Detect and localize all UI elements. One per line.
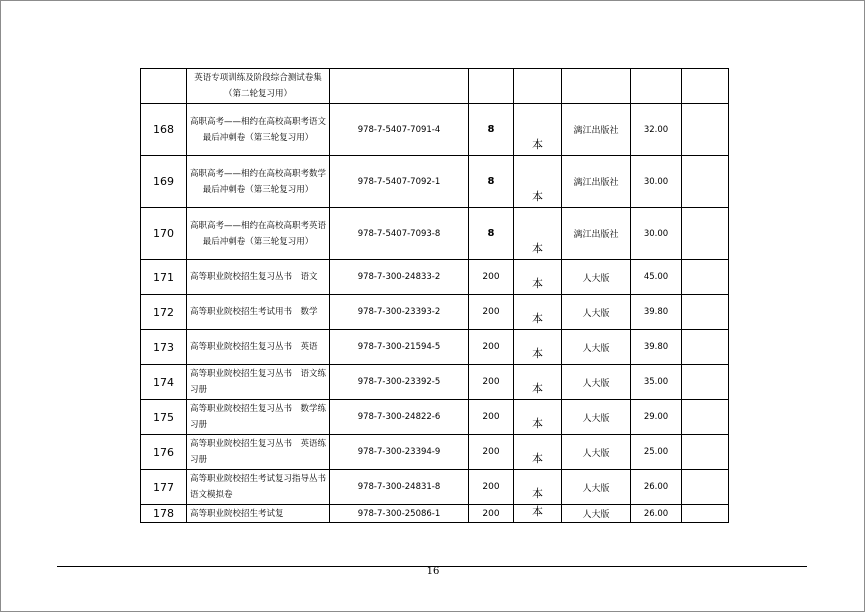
publisher: 人大版 — [582, 343, 610, 354]
row-number: 176 — [153, 445, 174, 459]
price-cell — [631, 295, 682, 330]
quantity-cell — [469, 295, 514, 330]
table-row — [141, 400, 729, 435]
table-row — [141, 260, 729, 295]
quantity: 8 — [487, 124, 495, 135]
book-title: 英语专项训练及阶段综合测试卷集（第二轮复习用） — [194, 73, 322, 99]
book-title-cell — [187, 69, 330, 104]
price-cell — [631, 435, 682, 470]
remarks-cell — [682, 104, 729, 156]
isbn: 978-7-300-23393-2 — [357, 307, 441, 317]
price-cell — [631, 156, 682, 208]
quantity-cell — [469, 330, 514, 365]
unit: 本 — [532, 312, 543, 325]
publisher: 人大版 — [582, 413, 610, 424]
quantity-cell — [469, 470, 514, 505]
price-cell — [631, 365, 682, 400]
publisher: 人大版 — [582, 378, 610, 389]
book-title: 高等职业院校招生考试用书 数学 — [190, 307, 318, 317]
publisher-cell — [562, 208, 631, 260]
remarks-cell — [682, 156, 729, 208]
price-cell — [631, 104, 682, 156]
price-cell — [631, 208, 682, 260]
row-number: 171 — [153, 270, 174, 284]
publisher: 人大版 — [582, 448, 610, 459]
publisher-cell — [562, 470, 631, 505]
table-row — [141, 505, 729, 523]
book-title: 高等职业院校招生复习丛书 英语 — [190, 342, 318, 352]
publisher: 漓江出版社 — [573, 178, 619, 188]
unit-cell — [514, 505, 562, 523]
remarks-cell — [682, 208, 729, 260]
table-row — [141, 156, 729, 208]
publisher: 人大版 — [582, 308, 610, 319]
price: 25.00 — [643, 447, 669, 457]
quantity: 200 — [482, 307, 500, 317]
isbn-cell — [330, 330, 469, 365]
quantity-cell — [469, 505, 514, 523]
unit: 本 — [532, 417, 543, 430]
quantity: 200 — [482, 377, 500, 387]
publisher: 人大版 — [582, 483, 610, 494]
remarks-cell — [682, 330, 729, 365]
quantity-cell — [469, 365, 514, 400]
publisher-cell — [562, 104, 631, 156]
quantity: 8 — [487, 228, 495, 239]
isbn: 978-7-300-23392-5 — [357, 377, 441, 387]
table-row — [141, 330, 729, 365]
publisher-cell — [562, 69, 631, 104]
isbn: 978-7-300-21594-5 — [357, 342, 441, 352]
publisher-cell — [562, 295, 631, 330]
quantity-cell — [469, 208, 514, 260]
row-number: 175 — [153, 410, 174, 424]
price-cell — [631, 330, 682, 365]
unit: 本 — [532, 277, 543, 290]
quantity: 200 — [482, 508, 500, 519]
row-number-cell — [141, 69, 187, 104]
row-number-cell — [141, 330, 187, 365]
unit-cell — [514, 208, 562, 260]
unit-cell — [514, 470, 562, 505]
book-title-cell — [187, 365, 330, 400]
price: 35.00 — [643, 377, 669, 387]
book-title: 高职高考——相约在高校高职考语文最后冲刺卷（第三轮复习用） — [189, 116, 326, 143]
table-row — [141, 104, 729, 156]
row-number-cell — [141, 156, 187, 208]
price: 30.00 — [643, 228, 669, 239]
book-title: 高职高考——相约在高校高职考英语最后冲刺卷（第三轮复习用） — [189, 220, 326, 247]
row-number-cell — [141, 104, 187, 156]
quantity: 200 — [482, 412, 500, 422]
isbn: 978-7-300-23394-9 — [357, 447, 441, 457]
book-title-cell — [187, 295, 330, 330]
isbn: 978-7-300-24822-6 — [357, 412, 441, 422]
row-number: 174 — [153, 375, 174, 389]
unit-cell — [514, 400, 562, 435]
unit: 本 — [532, 382, 543, 395]
publisher-cell — [562, 505, 631, 523]
book-title: 高等职业院校招生复习丛书 语文练习册 — [190, 369, 327, 395]
unit-cell — [514, 104, 562, 156]
quantity-cell — [469, 400, 514, 435]
isbn-cell — [330, 470, 469, 505]
publisher: 人大版 — [582, 273, 610, 284]
price-cell — [631, 400, 682, 435]
quantity-cell — [469, 260, 514, 295]
unit-cell — [514, 295, 562, 330]
publisher: 漓江出版社 — [573, 230, 619, 240]
price: 29.00 — [643, 412, 669, 422]
quantity: 8 — [487, 176, 495, 187]
table-row — [141, 470, 729, 505]
publisher: 漓江出版社 — [573, 126, 619, 136]
unit: 本 — [532, 138, 543, 151]
book-title: 高等职业院校招生考试复 — [190, 508, 284, 519]
row-number: 177 — [153, 480, 174, 494]
row-number: 172 — [153, 305, 174, 319]
quantity-cell — [469, 104, 514, 156]
book-list-table — [140, 68, 729, 523]
price-cell — [631, 505, 682, 523]
isbn-cell — [330, 400, 469, 435]
isbn-cell — [330, 69, 469, 104]
remarks-cell — [682, 260, 729, 295]
table-row — [141, 295, 729, 330]
row-number: 173 — [153, 340, 174, 354]
isbn-cell — [330, 260, 469, 295]
book-title: 高等职业院校招生复习丛书 英语练习册 — [190, 439, 327, 465]
row-number-cell — [141, 260, 187, 295]
row-number-cell — [141, 435, 187, 470]
publisher: 人大版 — [582, 510, 610, 520]
unit-cell — [514, 330, 562, 365]
book-title-cell — [187, 156, 330, 208]
row-number: 169 — [153, 175, 174, 188]
unit: 本 — [532, 505, 543, 518]
isbn: 978-7-5407-7092-1 — [357, 176, 441, 187]
publisher-cell — [562, 365, 631, 400]
isbn: 978-7-300-24831-8 — [357, 482, 441, 492]
isbn-cell — [330, 365, 469, 400]
unit-cell — [514, 156, 562, 208]
remarks-cell — [682, 470, 729, 505]
book-title-cell — [187, 330, 330, 365]
price-cell — [631, 470, 682, 505]
book-title-cell — [187, 400, 330, 435]
price-cell — [631, 69, 682, 104]
remarks-cell — [682, 435, 729, 470]
unit: 本 — [532, 242, 543, 255]
unit: 本 — [532, 452, 543, 465]
remarks-cell — [682, 505, 729, 523]
price: 45.00 — [643, 272, 669, 282]
book-title: 高职高考——相约在高校高职考数学最后冲刺卷（第三轮复习用） — [189, 168, 326, 195]
isbn-cell — [330, 104, 469, 156]
isbn: 978-7-5407-7091-4 — [357, 124, 441, 135]
publisher-cell — [562, 156, 631, 208]
book-title-cell — [187, 208, 330, 260]
table-row — [141, 365, 729, 400]
isbn-cell — [330, 156, 469, 208]
row-number-cell — [141, 208, 187, 260]
isbn-cell — [330, 208, 469, 260]
price-cell — [631, 260, 682, 295]
unit: 本 — [532, 190, 543, 203]
unit: 本 — [532, 347, 543, 360]
price: 39.80 — [643, 307, 669, 317]
publisher-cell — [562, 400, 631, 435]
row-number: 178 — [153, 507, 174, 520]
book-title-cell — [187, 505, 330, 523]
book-title-cell — [187, 470, 335, 505]
publisher-cell — [562, 330, 631, 365]
book-title: 高等职业院校招生复习丛书 语文 — [190, 272, 318, 282]
quantity-cell — [469, 435, 514, 470]
price: 39.80 — [643, 342, 669, 352]
table-row — [141, 69, 729, 104]
unit-cell — [514, 365, 562, 400]
row-number: 170 — [153, 227, 174, 240]
row-number-cell — [141, 470, 187, 505]
table-row — [141, 208, 729, 260]
quantity: 200 — [482, 342, 500, 352]
row-number-cell — [141, 295, 187, 330]
row-number-cell — [141, 505, 187, 523]
price: 32.00 — [643, 124, 669, 135]
table-body — [141, 69, 729, 523]
remarks-cell — [682, 69, 729, 104]
price: 26.00 — [643, 508, 669, 519]
unit-cell — [514, 435, 562, 470]
isbn: 978-7-300-24833-2 — [357, 272, 441, 282]
book-title-cell — [187, 260, 330, 295]
page-number: 16 — [426, 566, 440, 577]
remarks-cell — [682, 365, 729, 400]
isbn-cell — [330, 295, 469, 330]
price: 30.00 — [643, 176, 669, 187]
row-number: 168 — [153, 123, 174, 136]
row-number-cell — [141, 400, 187, 435]
quantity-cell — [469, 69, 514, 104]
row-number-cell — [141, 365, 187, 400]
price: 26.00 — [643, 482, 669, 492]
isbn: 978-7-300-25086-1 — [357, 508, 441, 519]
book-title-cell — [187, 435, 330, 470]
unit: 本 — [532, 487, 543, 500]
remarks-cell — [682, 400, 729, 435]
remarks-cell — [682, 295, 729, 330]
quantity: 200 — [482, 482, 500, 492]
table-row — [141, 435, 729, 470]
book-title: 高等职业院校招生复习丛书 数学练习册 — [190, 404, 327, 430]
unit-cell — [514, 69, 562, 104]
publisher-cell — [562, 435, 631, 470]
quantity-cell — [469, 156, 514, 208]
publisher-cell — [562, 260, 631, 295]
quantity: 200 — [482, 447, 500, 457]
quantity: 200 — [482, 272, 500, 282]
book-title-cell — [187, 104, 330, 156]
isbn-cell — [330, 435, 469, 470]
unit-cell — [514, 260, 562, 295]
isbn-cell — [330, 505, 469, 523]
isbn: 978-7-5407-7093-8 — [357, 228, 441, 239]
book-title: 高等职业院校招生考试复习指导丛书 语文模拟卷 — [190, 474, 335, 500]
